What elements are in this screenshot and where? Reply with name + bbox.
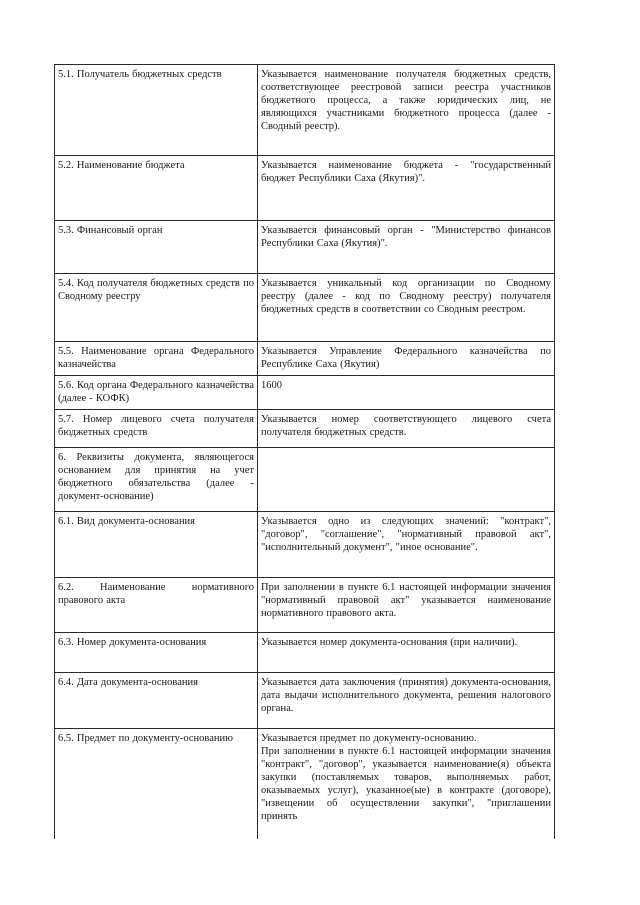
field-description-cell <box>258 410 555 448</box>
field-name-cell: 6.5. Предмет по документу-основанию <box>55 729 258 839</box>
field-name-cell: 6. Реквизиты документа, являющегося основанием для принятия на учет бюджетного обязательства (далее - документ-основание) <box>55 448 258 512</box>
field-description-cell <box>258 156 555 221</box>
table-row <box>55 221 555 274</box>
field-description-cell <box>258 376 555 410</box>
field-description-cell <box>258 673 555 729</box>
description-text: Указывается наименование бюджета - "государственный бюджет Республики Саха (Якутия)". <box>261 160 551 184</box>
field-name-cell: 5.3. Финансовый орган <box>55 221 258 274</box>
table-row <box>55 512 555 578</box>
field-name-cell: 5.4. Код получателя бюджетных средств по Сводному реестру <box>55 274 258 342</box>
description-text: Указывается предмет по документу-основанию. <box>261 733 477 744</box>
description-text: Указывается наименование получателя бюджетных средств, соответствующее реестровой записи реестра участников бюджетного процесса, а также юридических лиц, не являющихся участниками бюджетного процесса (далее - Сводный реестр). <box>261 69 551 132</box>
description-text: Указывается дата заключения (принятия) документа-основания, дата выдачи исполнительного документа, решения налогового органа. <box>261 677 551 714</box>
field-description-cell <box>258 578 555 633</box>
description-text: Указывается номер документа-основания (при наличии). <box>261 637 518 648</box>
field-name-cell: 6.2. Наименование нормативного правового акта <box>55 578 258 633</box>
description-text: Указывается одно из следующих значений: "контракт", "договор", "соглашение", "нормативный правовой акт", "исполнительный документ", "иное основание". <box>261 516 551 553</box>
table-row <box>55 274 555 342</box>
description-text: Указывается финансовый орган - "Министерство финансов Республики Саха (Якутия)". <box>261 225 551 249</box>
field-name-cell: 5.1. Получатель бюджетных средств <box>55 65 258 156</box>
requisites-table <box>54 64 555 839</box>
field-description-cell <box>258 65 555 156</box>
field-name-cell: 5.6. Код органа Федерального казначейства (далее - КОФК) <box>55 376 258 410</box>
field-description-cell <box>258 448 555 512</box>
table-row <box>55 342 555 376</box>
field-name-cell: 5.5. Наименование органа Федерального казначейства <box>55 342 258 376</box>
table-row <box>55 65 555 156</box>
description-text: Указывается уникальный код организации по Сводному реестру (далее - код по Сводному реестру) получателя бюджетных средств в соответствии со Сводным реестром. <box>261 278 551 315</box>
field-description-cell <box>258 342 555 376</box>
table-row <box>55 448 555 512</box>
field-name-cell: 6.1. Вид документа-основания <box>55 512 258 578</box>
table-row <box>55 673 555 729</box>
table-row <box>55 156 555 221</box>
field-description-cell <box>258 512 555 578</box>
description-text: Указывается Управление Федерального казначейства по Республике Саха (Якутия) <box>261 346 551 370</box>
field-description-cell <box>258 221 555 274</box>
description-text: Указывается номер соответствующего лицевого счета получателя бюджетных средств. <box>261 414 551 438</box>
field-name-cell: 5.7. Номер лицевого счета получателя бюджетных средств <box>55 410 258 448</box>
field-name-cell: 5.2. Наименование бюджета <box>55 156 258 221</box>
field-name-cell: 6.4. Дата документа-основания <box>55 673 258 729</box>
field-description-cell <box>258 274 555 342</box>
description-text: При заполнении в пункте 6.1 настоящей информации значения "нормативный правовой акт" указывается наименование нормативного правового акта. <box>261 582 551 619</box>
table-row <box>55 578 555 633</box>
description-text: 1600 <box>261 380 282 391</box>
table-row <box>55 410 555 448</box>
table-row <box>55 376 555 410</box>
table-row <box>55 729 555 839</box>
field-description-cell <box>258 633 555 673</box>
field-name-cell: 6.3. Номер документа-основания <box>55 633 258 673</box>
description-text: При заполнении в пункте 6.1 настоящей информации значения "контракт", "договор", указывается наименование(я) объекта закупки (поставляемых товаров, выполняемых работ, оказываемых услуг), указанное(ые) в контракте (договоре), "извещении об осуществлении закупки", "приглашении принять <box>261 746 551 822</box>
table-row <box>55 633 555 673</box>
field-description-cell <box>258 729 555 839</box>
